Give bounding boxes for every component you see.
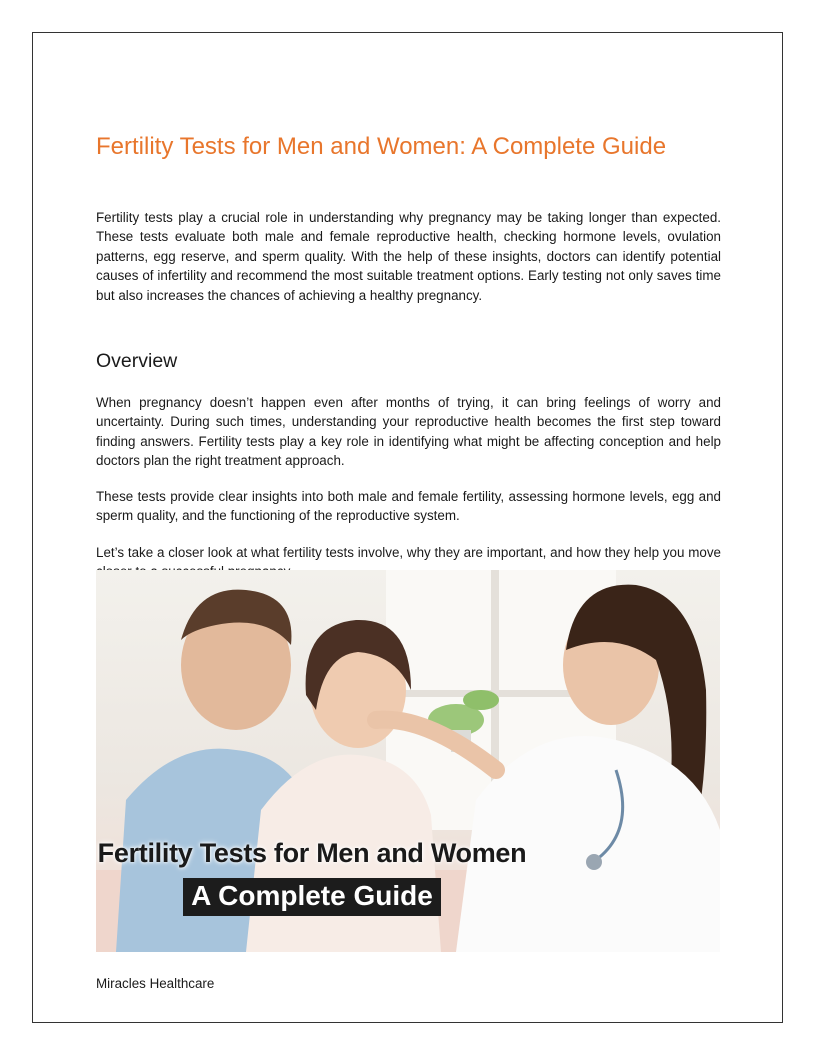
- hero-overlay-subtitle: A Complete Guide: [183, 878, 441, 916]
- overview-paragraph-1: When pregnancy doesn’t happen even after months of trying, it can bring feelings of worry and uncertainty. During such times, understanding your reproductive health becomes the first step toward finding answers. Fertility tests play a key role in identifying what might be affecting conception and help doctors plan the right treatment approach.: [96, 395, 721, 469]
- hero-overlay-subtitle-wrap: [0, 878, 624, 916]
- overview-paragraph-3-clipped-line: [96, 557, 721, 570]
- footer-text: Miracles Healthcare: [96, 976, 215, 991]
- intro-paragraph: Fertility tests play a crucial role in understanding why pregnancy may be taking longer than expected. These tests evaluate both male and female reproductive health, checking hormone levels, ovulation patterns, egg reserve, and sperm quality. With the help of these insights, doctors can identify potential causes of infertility and recommend the most suitable treatment options. Early testing not only saves time but also increases the chances of achieving a healthy pregnancy.: [96, 210, 721, 303]
- overview-paragraph-2: These tests provide clear insights into both male and female fertility, assessing hormone levels, egg and sperm quality, and the functioning of the reproductive system.: [96, 489, 721, 524]
- overview-heading: Overview: [96, 350, 178, 372]
- hero-overlay-title: Fertility Tests for Men and Women: [97, 838, 527, 868]
- document-title: Fertility Tests for Men and Women: A Complete Guide: [96, 133, 667, 160]
- overview-paragraph-3: Let’s take a closer look at what fertility tests involve, why they are important, and how they help you move: [96, 545, 721, 560]
- plant-leaves: [463, 690, 499, 710]
